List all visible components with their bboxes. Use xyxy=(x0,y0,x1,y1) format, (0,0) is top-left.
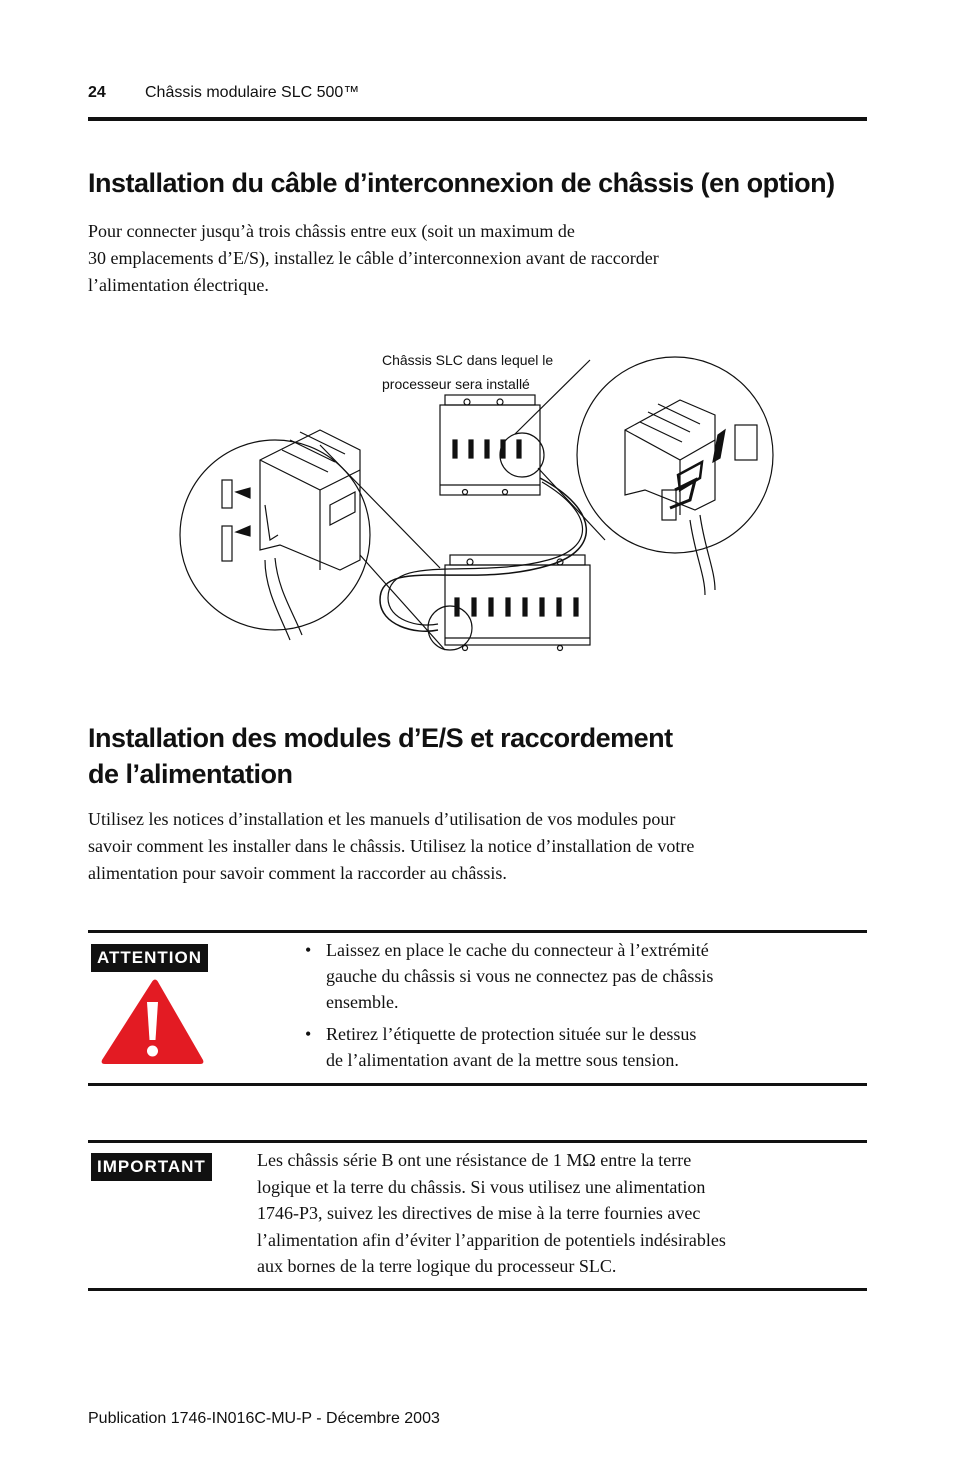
figure-callout-line: Châssis SLC dans lequel le xyxy=(382,352,554,368)
important-line: 1746-P3, suivez les directives de mise à la terre fournies avec xyxy=(257,1203,701,1223)
important-line: aux bornes de la terre logique du processeur SLC. xyxy=(257,1256,617,1276)
heading-line: de l’alimentation xyxy=(88,759,293,789)
attention-bullet xyxy=(305,937,865,1015)
important-top-rule xyxy=(88,1140,867,1143)
paragraph-line: Pour connecter jusqu’à trois châssis entre eux (soit un maximum de xyxy=(88,221,575,241)
bullet-line: gauche du châssis si vous ne connectez pas de châssis xyxy=(326,966,714,986)
paragraph-line: 30 emplacements d’E/S), installez le câble d’interconnexion avant de raccorder xyxy=(88,248,659,268)
paragraph-line: savoir comment les installer dans le châssis. Utilisez la notice d’installation de votre xyxy=(88,836,695,856)
left-chassis-detail xyxy=(222,430,360,640)
important-text xyxy=(257,1147,867,1280)
header-rule xyxy=(88,117,867,121)
bullet-dot-icon: • xyxy=(305,1024,312,1044)
running-title: Châssis modulaire SLC 500™ xyxy=(145,84,360,101)
section-heading-interconnect: Installation du câble d’interconnexion de châssis (en option) xyxy=(88,168,835,198)
right-chassis-detail xyxy=(625,400,757,595)
section-paragraph-io-modules xyxy=(88,806,868,887)
interconnect-diagram xyxy=(170,340,790,670)
important-line: logique et la terre du châssis. Si vous utilisez une alimentation xyxy=(257,1176,706,1197)
top-chassis xyxy=(440,395,540,495)
attention-label: ATTENTION xyxy=(91,944,208,972)
bullet-line: Laissez en place le cache du connecteur à l’extrémité xyxy=(326,940,709,960)
warning-triangle-icon xyxy=(100,978,205,1066)
left-zoom-circle xyxy=(180,440,370,630)
section-heading-io-modules xyxy=(88,720,673,792)
publication-footer: Publication 1746-IN016C-MU-P - Décembre 2003 xyxy=(88,1410,440,1427)
top-zoom-circle xyxy=(500,433,544,477)
important-line: l’alimentation afin d’éviter l’apparition de potentiels indésirables xyxy=(257,1229,726,1250)
paragraph-line: Utilisez les notices d’installation et les manuels d’utilisation de vos modules pour xyxy=(88,809,676,829)
bullet-dot-icon: • xyxy=(305,940,312,960)
important-line: Les châssis série B ont une résistance de 1 MΩ entre la terre xyxy=(257,1150,692,1170)
right-zoom-circle xyxy=(577,357,773,553)
attention-bullet-list xyxy=(305,937,865,1079)
bullet-line: ensemble. xyxy=(326,992,399,1012)
bullet-line: Retirez l’étiquette de protection située sur le dessus xyxy=(326,1024,697,1044)
attention-bullet xyxy=(305,1021,865,1073)
figure-callout-line: processeur sera installé xyxy=(382,376,530,392)
bottom-chassis xyxy=(445,555,590,651)
important-label: IMPORTANT xyxy=(91,1153,212,1181)
section-paragraph-interconnect xyxy=(88,218,868,299)
bottom-zoom-circle xyxy=(428,606,472,650)
important-bottom-rule xyxy=(88,1288,867,1291)
bullet-line: de l’alimentation avant de la mettre sous tension. xyxy=(326,1050,679,1070)
attention-bottom-rule xyxy=(88,1083,867,1086)
running-header xyxy=(88,82,868,108)
paragraph-line: alimentation pour savoir comment la raccorder au châssis. xyxy=(88,863,507,883)
attention-top-rule xyxy=(88,930,867,933)
page-number: 24 xyxy=(88,84,106,101)
paragraph-line: l’alimentation électrique. xyxy=(88,275,269,295)
heading-line: Installation des modules d’E/S et raccordement xyxy=(88,723,673,753)
